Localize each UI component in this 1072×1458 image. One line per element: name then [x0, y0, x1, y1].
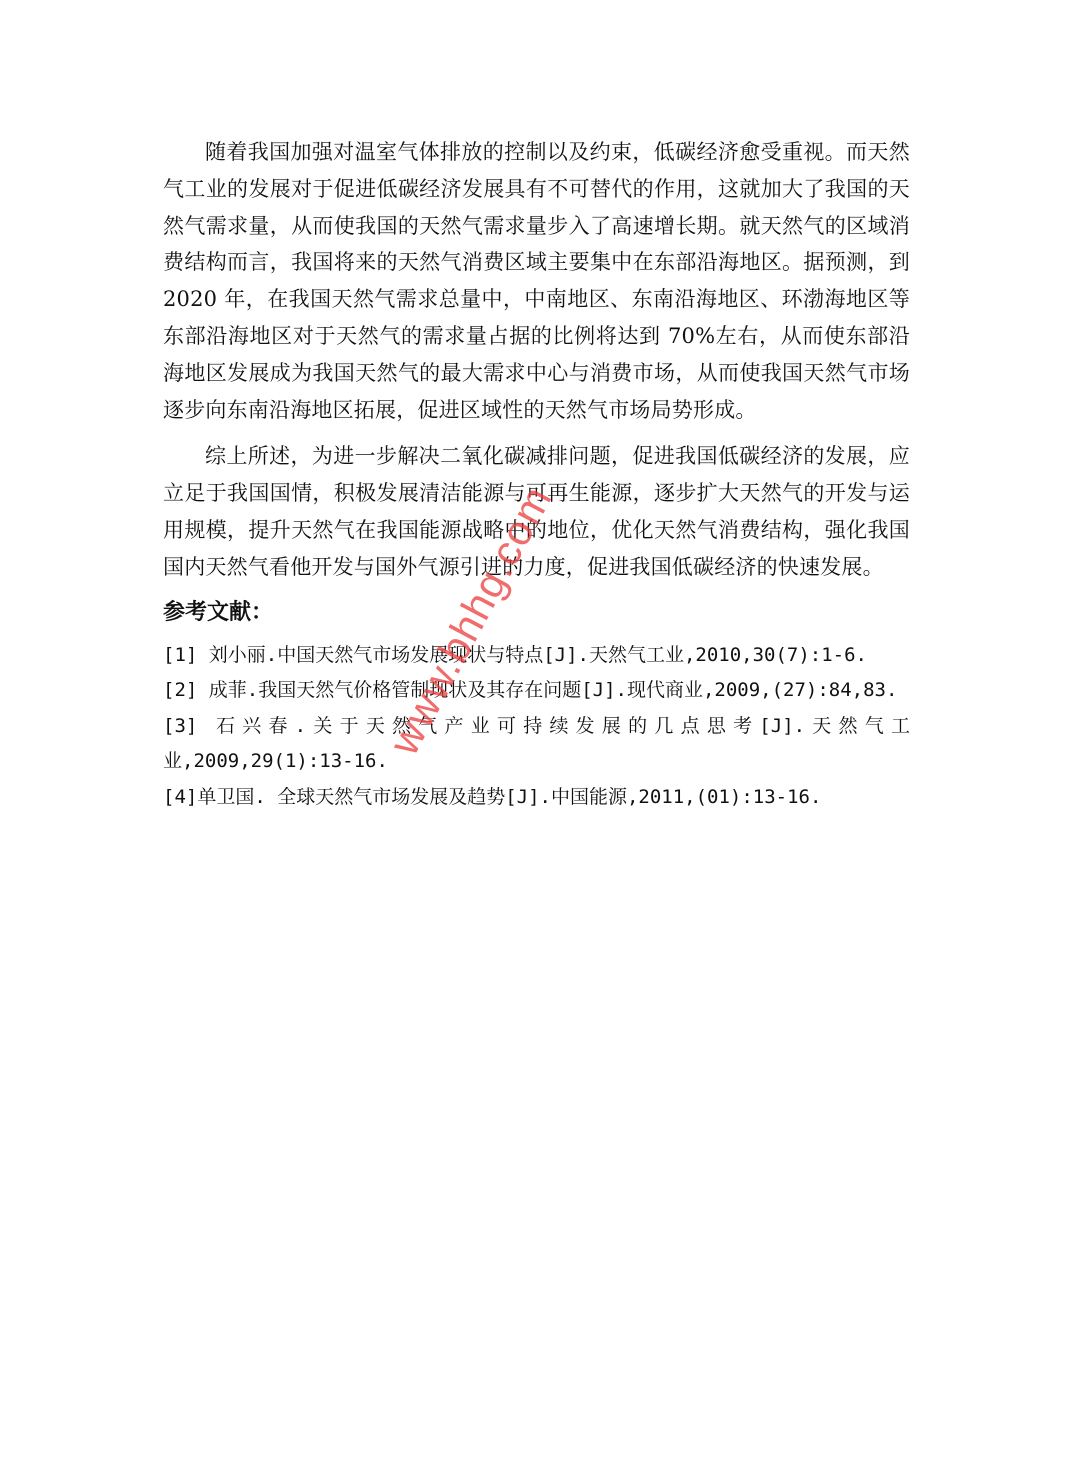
document-content	[163, 134, 910, 815]
reference-item-3: [3] 石兴春.关于天然气产业可持续发展的几点思考[J].天然气工业,2009,29(1):13-16.	[163, 714, 910, 773]
reference-item-4: [4]单卫国. 全球天然气市场发展及趋势[J].中国能源,2011,(01):13-16.	[163, 785, 822, 808]
reference-item-1: [1] 刘小丽.中国天然气市场发展现状与特点[J].天然气工业,2010,30(7):1-6.	[163, 643, 867, 666]
references-heading: 参考文献：	[163, 599, 274, 625]
reference-item-2: [2] 成菲.我国天然气价格管制现状及其存在问题[J].现代商业,2009,(27):84,83.	[163, 679, 898, 702]
watermark: www.bhhg.com	[380, 477, 561, 763]
body-paragraph-2: 综上所述，为进一步解决二氧化碳减排问题，促进我国低碳经济的发展，应立足于我国国情，积极发展清洁能源与可再生能源，逐步扩大天然气的开发与运用规模，提升天然气在我国能源战略中的地位，优化天然气消费结构，强化我国国内天然气看他开发与国外气源引进的力度，促进我国低碳经济的快速发展。	[163, 444, 910, 579]
body-paragraph-1: 随着我国加强对温室气体排放的控制以及约束，低碳经济愈受重视。而天然气工业的发展对于促进低碳经济发展具有不可替代的作用，这就加大了我国的天然气需求量，从而使我国的天然气需求量步入了高速增长期。就天然气的区域消费结构而言，我国将来的天然气消费区域主要集中在东部沿海地区。据预测，到 2020 年，在我国天然气需求总量中，中南地区、东南沿海地区、环渤海地区等东部沿海地区对于天然气的需求量占据的比例将达到 70%左右，从而使东部沿海地区发展成为我国天然气的最大需求中心与消费市场，从而使我国天然气市场逐步向东南沿海地区拓展，促进区域性的天然气市场局势形成。	[163, 140, 910, 422]
